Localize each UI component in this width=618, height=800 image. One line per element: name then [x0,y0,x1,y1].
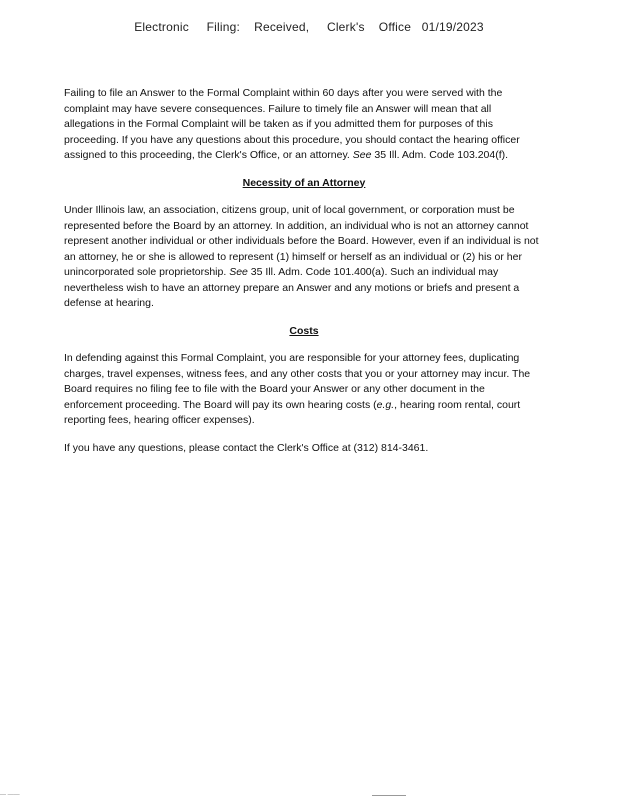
citation-signal: e.g. [376,398,395,411]
citation-signal: See [229,266,248,278]
attorney-paragraph [64,203,544,312]
costs-paragraph [64,351,544,429]
paragraph-text: , hearing room rental, court reporting fees, hearing officer expenses). [64,398,521,426]
citation-signal: See [352,149,372,161]
heading-costs: Costs [289,324,319,337]
footer-rule [372,795,406,796]
paragraph-text: 35 Ill. Adm. Code 103.204(f). [371,149,509,161]
paragraph-text: Failing to file an Answer to the Formal Complaint within 60 days after you were served with the complaint may have severe consequences. Failure to timely file an Answer will mean that all allegations in the Formal Complaint will be taken as if you admitted them for purposes of this proceeding. If you have any questions about this procedure, you should contact the hearing officer assigned to this proceeding, the Clerk's Office, or an attorney. [64,87,520,161]
paragraph-text: Under Illinois law, an association, citizens group, unit of local government, or corporation must be represented before the Board by an attorney. In addition, an individual who is not an attorney cannot represent another individual or other individuals before the Board. However, even if an individual is not an attorney, he or she is allowed to represent (1) himself or herself as an individual or (2) his or her unincorporated sole proprietorship. [64,204,539,278]
heading-necessity-of-attorney: Necessity of an Attorney [242,176,366,189]
answer-consequences-paragraph [64,86,544,164]
electronic-filing-stamp: Electronic Filing: Received, Clerk's Office 01/19/2023 [134,20,484,34]
footer-mark: — —— [0,792,20,798]
paragraph-text: In defending against this Formal Complaint, you are responsible for your attorney fees, duplicating charges, travel expenses, witness fees, and any other costs that you or your attorney may incur. The Board requires no filing fee to file with the Board your Answer or any other document in the enforcement proceeding. The Board will pay its own hearing costs ( [64,352,531,411]
document-body [64,86,544,468]
contact-paragraph: If you have any questions, please contact the Clerk's Office at (312) 814-3461. [64,441,429,454]
paragraph-text: 35 Ill. Adm. Code 101.400(a). Such an individual may nevertheless wish to have an attorney prepare an Answer and any motions or briefs and present a defense at hearing. [64,266,520,309]
